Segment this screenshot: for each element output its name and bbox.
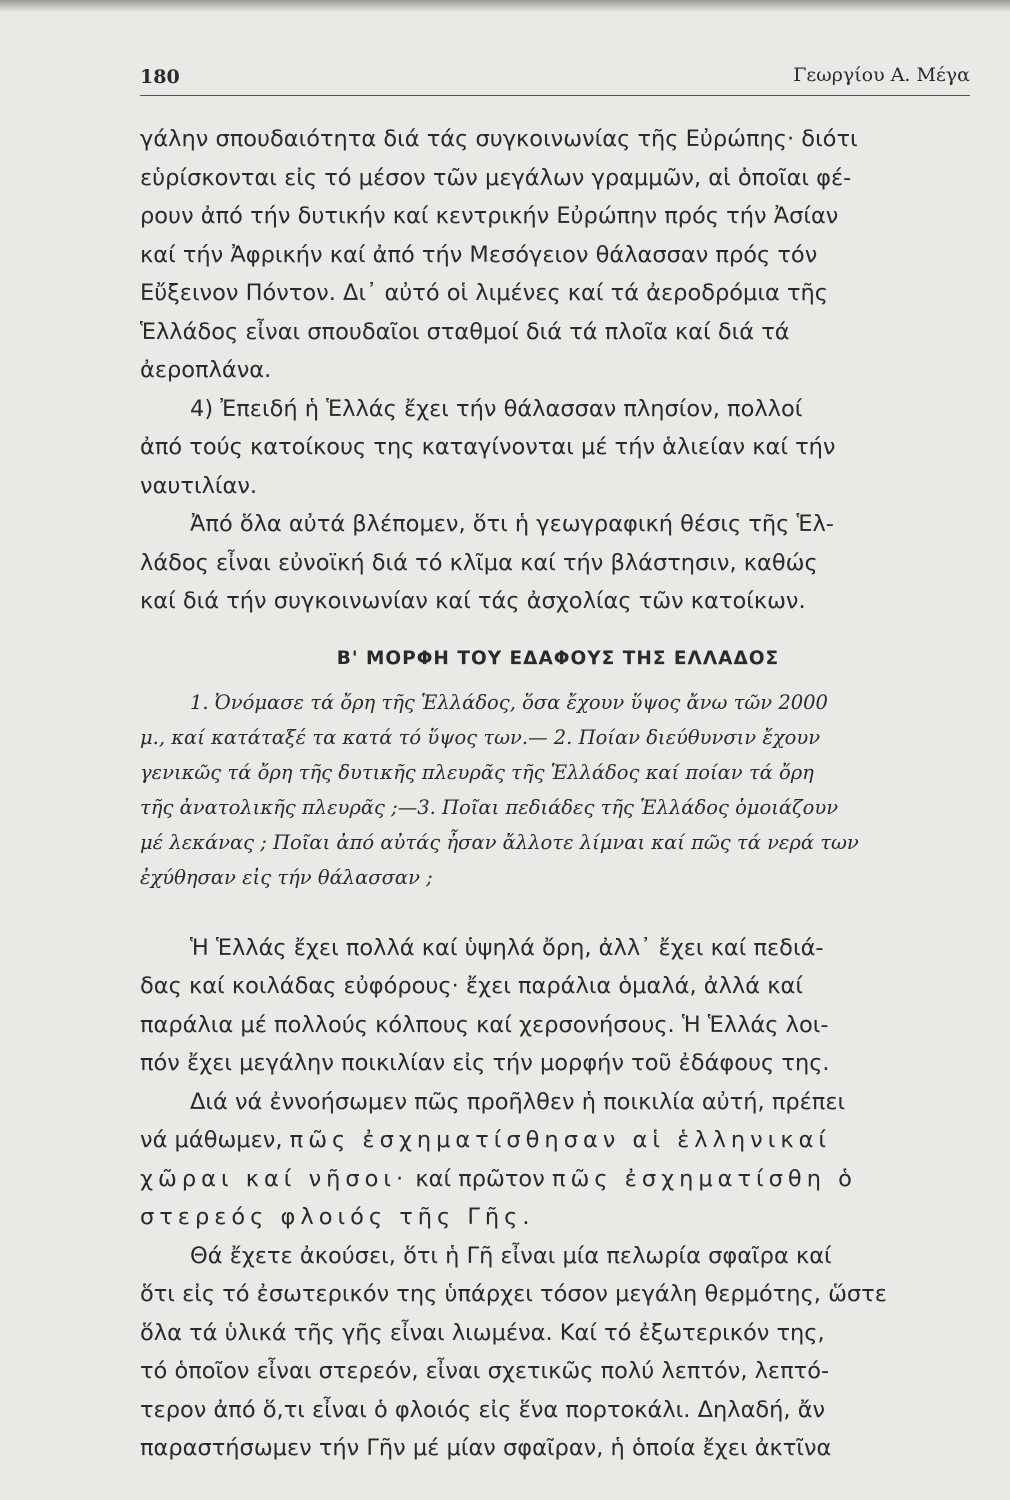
text-line xyxy=(140,1121,976,1160)
emphasized-text: χῶραι καί νῆσοι· xyxy=(140,1165,409,1192)
text-line: ρουν ἀπό τήν δυτικήν καί κεντρικήν Εὐρώπην πρός τήν Ἀσίαν xyxy=(140,203,839,229)
text-line xyxy=(140,1160,976,1199)
text-line: πόν ἔχει μεγάλην ποικιλίαν εἰς τήν μορφήν τοῦ ἐδάφους της. xyxy=(140,1050,830,1076)
text-line: καί διά τήν συγκοινωνίαν καί τάς ἀσχολίας τῶν κατοίκων. xyxy=(140,588,806,614)
questions-block xyxy=(140,685,976,895)
text-line: παραστήσωμεν τήν Γῆν μέ μίαν σφαῖραν, ἡ ὁποία ἔχει ἀκτῖνα xyxy=(140,1435,832,1461)
text-line: Διά νά ἐννοήσωμεν πῶς προῆλθεν ἡ ποικιλία αὐτή, πρέπει xyxy=(190,1088,846,1115)
text-run: καί πρῶτον xyxy=(415,1165,545,1192)
page-edge-shadow xyxy=(0,0,1010,12)
page-header xyxy=(140,64,970,94)
header-rule xyxy=(140,95,970,96)
text-line: δας καί κοιλάδας εὐφόρους· ἔχει παράλια ὁμαλά, ἀλλά καί xyxy=(140,973,803,999)
question-line: γενικῶς τά ὄρη τῆς δυτικῆς πλευρᾶς τῆς Ἑλλάδος καί ποίαν τά ὄρη xyxy=(140,760,814,784)
text-line: εὑρίσκονται εἰς τό μέσον τῶν μεγάλων γραμμῶν, αἱ ὁποῖαι φέ- xyxy=(140,164,852,191)
question-line: μέ λεκάνας ; Ποῖαι ἀπό αὐτάς ἦσαν ἄλλοτε λίμναι καί πῶς τά νερά των xyxy=(140,830,859,854)
spacer xyxy=(140,895,976,929)
text-line: Ἑλλάδος εἶναι σπουδαῖοι σταθμοί διά τά πλοῖα καί διά τά xyxy=(140,318,790,345)
text-line: γάλην σπουδαιότητα διά τάς συγκοινωνίας τῆς Εὐρώπης· διότι xyxy=(140,126,858,152)
text-line: 4) Ἐπειδή ἡ Ἑλλάς ἔχει τήν θάλασσαν πλησίον, πολλοί xyxy=(190,395,803,422)
text-run: νά μάθωμεν, xyxy=(140,1127,283,1153)
text-line: Ἀπό ὅλα αὐτά βλέπομεν, ὅτι ἡ γεωγραφική θέσις τῆς Ἑλ- xyxy=(190,511,834,537)
body-text xyxy=(140,120,976,1468)
text-line: ὅτι εἰς τό ἐσωτερικόν της ὑπάρχει τόσον μεγάλη θερμότης, ὥστε xyxy=(140,1281,887,1307)
text-line: ἀεροπλάνα. xyxy=(140,357,272,383)
question-line: ἐχύθησαν εἰς τήν θάλασσαν ; xyxy=(140,865,433,889)
text-line: τερον ἀπό ὅ,τι εἶναι ὁ φλοιός εἰς ἕνα πορτοκάλι. Δηλαδή, ἄν xyxy=(140,1396,826,1423)
emphasized-text: πῶς ἐσχηματίσθησαν αἱ ἑλληνικαί xyxy=(289,1127,832,1153)
text-line: τό ὁποῖον εἶναι στερεόν, εἶναι σχετικῶς πολύ λεπτόν, λεπτό- xyxy=(140,1358,830,1384)
text-line: ναυτιλίαν. xyxy=(140,472,258,499)
question-line: τῆς ἀνατολικῆς πλευρᾶς ;—3. Ποῖαι πεδιάδες τῆς Ἑλλάδος ὁμοιάζουν xyxy=(140,795,839,819)
text-line: παράλια μέ πολλούς κόλπους καί χερσονήσους. Ἡ Ἑλλάς λοι- xyxy=(140,1011,829,1038)
running-title: Γεωργίου Α. Μέγα xyxy=(793,64,970,86)
text-line: καί τήν Ἀφρικήν καί ἀπό τήν Μεσόγειον θάλασσαν πρός τόν xyxy=(140,241,818,268)
text-line: Θά ἔχετε ἀκούσει, ὅτι ἡ Γῆ εἶναι μία πελωρία σφαῖρα καί xyxy=(190,1242,832,1269)
page-number: 180 xyxy=(140,66,180,88)
text-line: λάδος εἶναι εὐνοϊκή διά τό κλῖμα καί τήν βλάστησιν, καθώς xyxy=(140,549,818,576)
question-line: 1. Ὀνόμασε τά ὄρη τῆς Ἑλλάδος, ὅσα ἔχουν ὕψος ἄνω τῶν 2000 xyxy=(190,690,828,714)
text-line: Ἡ Ἑλλάς ἔχει πολλά καί ὑψηλά ὄρη, ἀλλ᾽ ἔχει καί πεδιά- xyxy=(190,934,824,961)
section-heading: Β' ΜΟΡΦΗ ΤΟΥ ΕΔΑΦΟΥΣ ΤΗΣ ΕΛΛΑΔΟΣ xyxy=(336,647,780,669)
question-line: μ., καί κατάταξέ τα κατά τό ὕψος των.— 2. Ποίαν διεύθυνσιν ἔχουν xyxy=(140,725,821,749)
emphasized-text: πῶς ἐσχηματίσθη ὁ xyxy=(551,1165,857,1192)
text-line: ἀπό τούς κατοίκους της καταγίνονται μέ τήν ἁλιείαν καί τήν xyxy=(140,434,836,460)
text-line: Εὔξεινον Πόντον. Δι᾽ αὐτό οἱ λιμένες καί τά ἀεροδρόμια τῆς xyxy=(140,280,828,306)
emphasized-line: στερεός φλοιός τῆς Γῆς. xyxy=(140,1204,535,1230)
text-line: ὅλα τά ὑλικά τῆς γῆς εἶναι λιωμένα. Καί τό ἐξωτερικόν της, xyxy=(140,1319,825,1346)
